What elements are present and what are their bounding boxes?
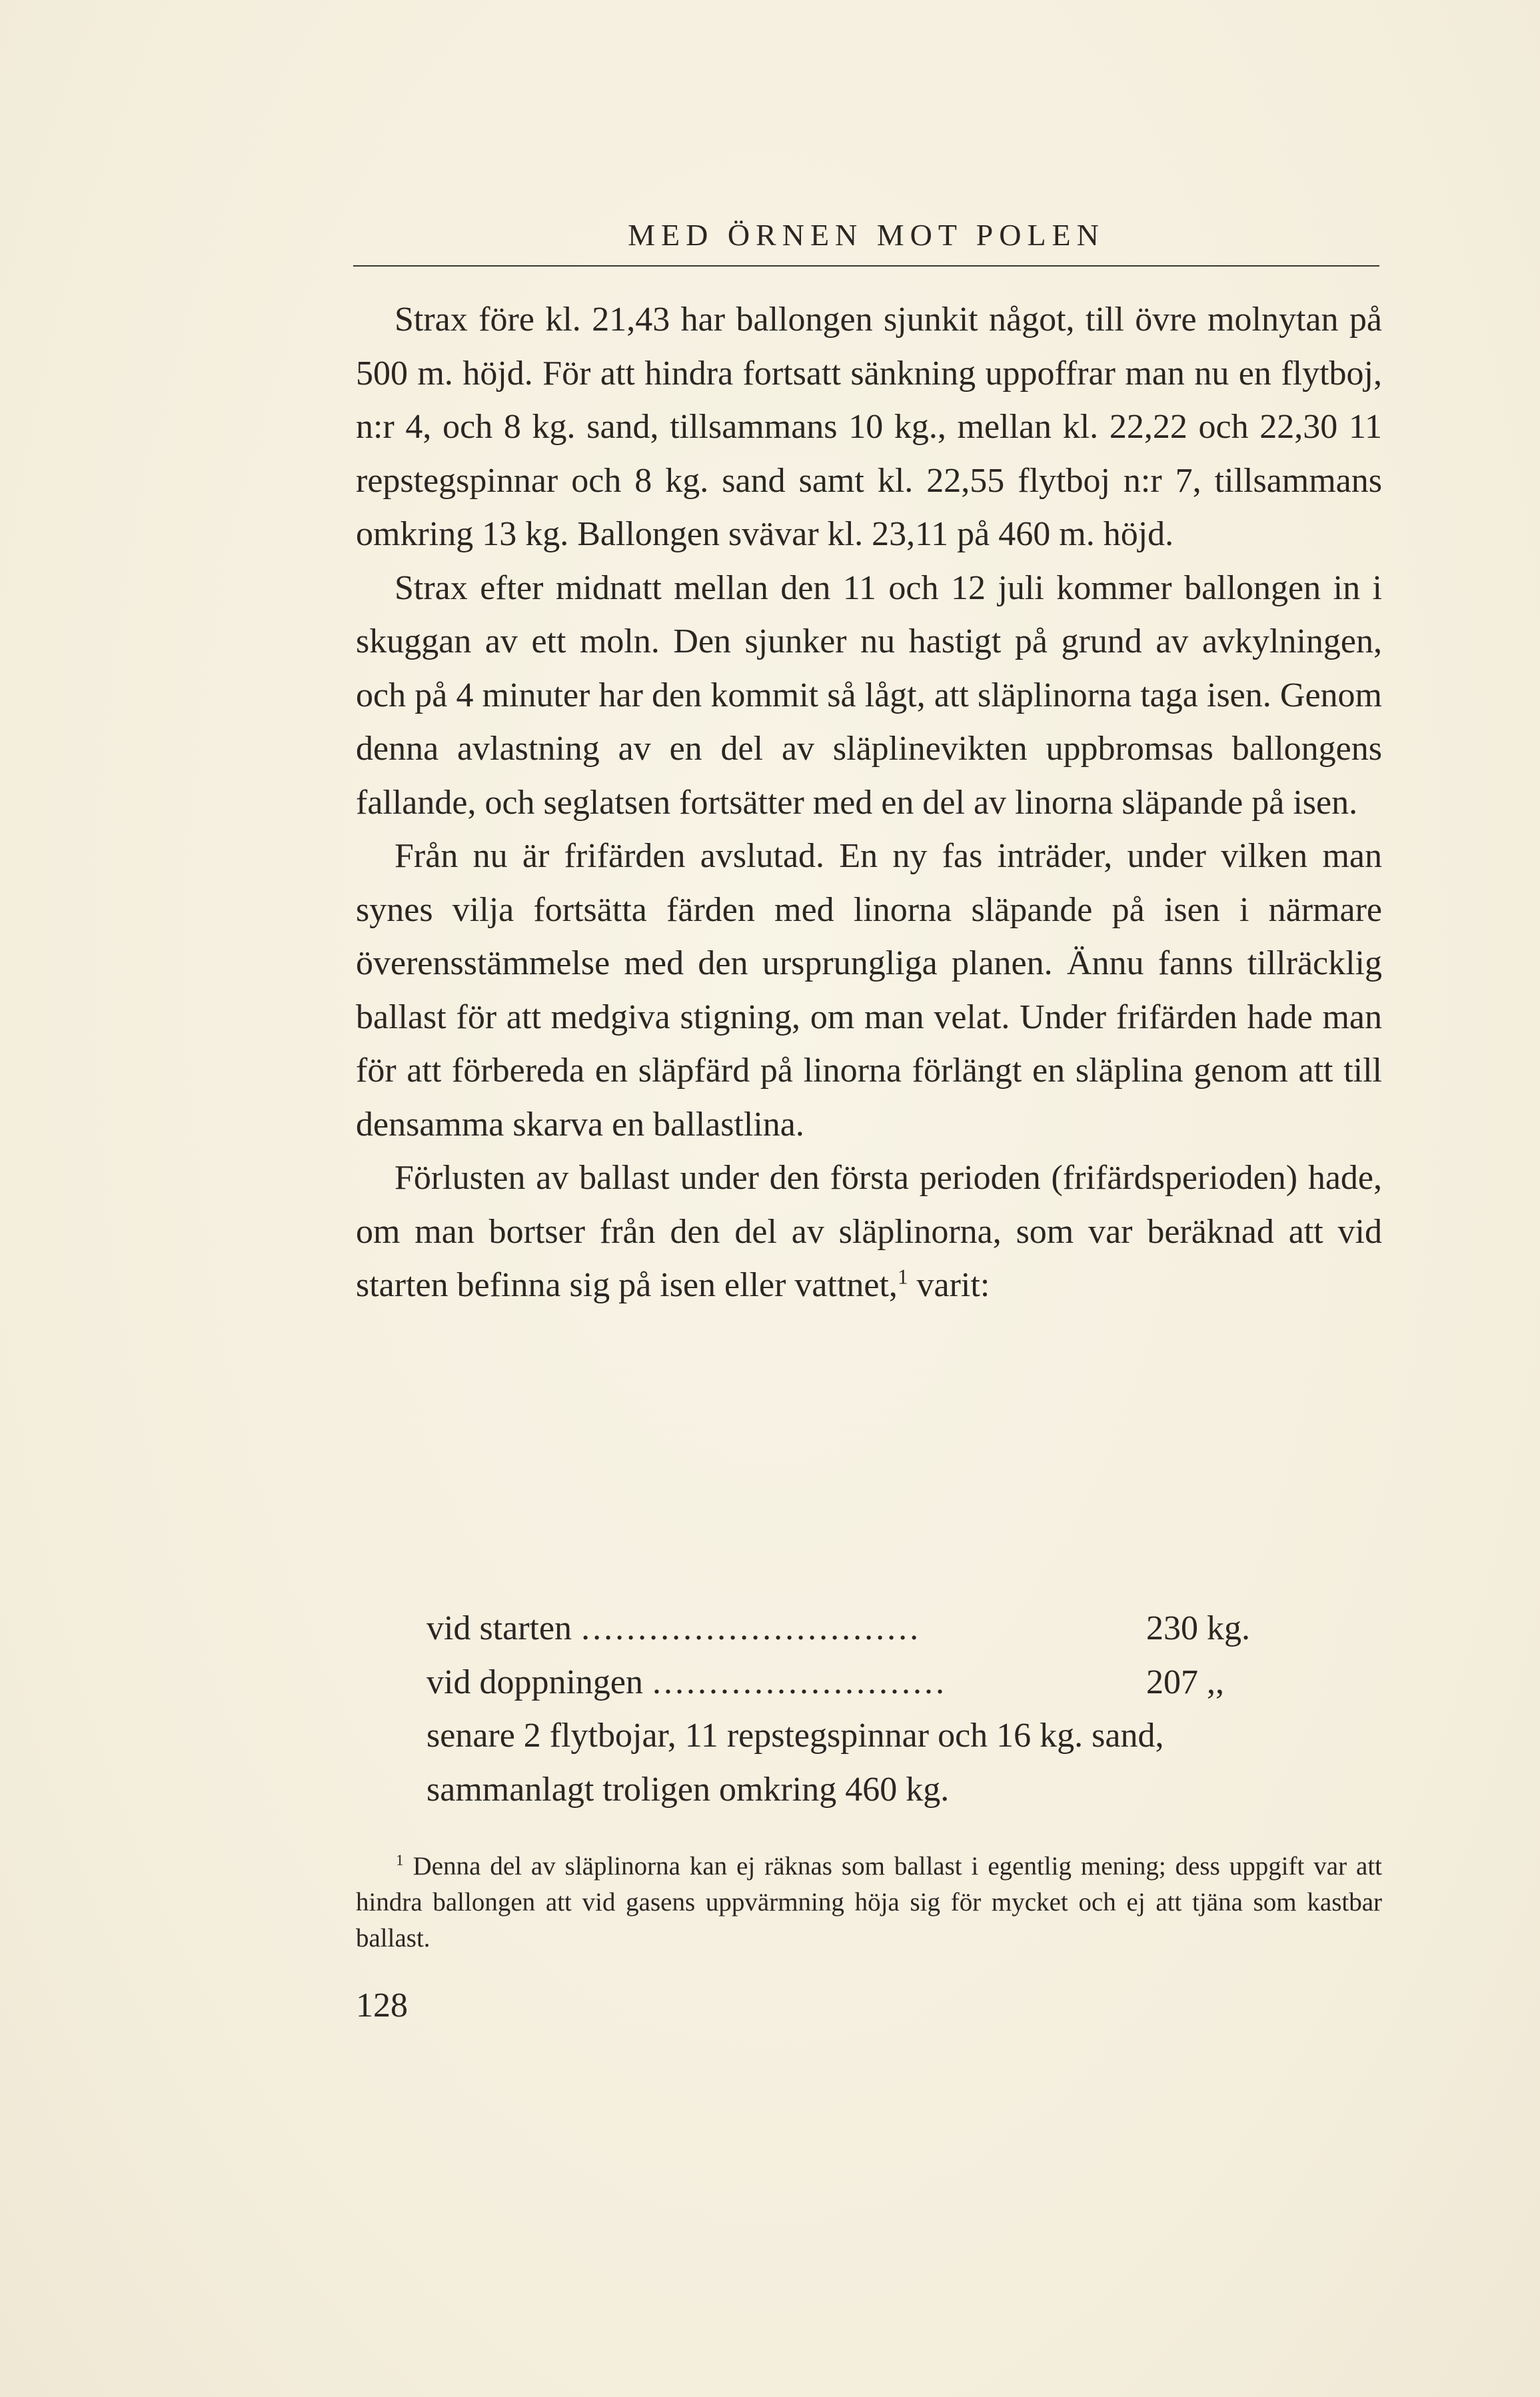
paragraph-1: Strax före kl. 21,43 har ballongen sjunkit något, till övre molnytan på 500 m. höjd. För att hindra fortsatt sänkning uppoffrar man nu en flytboj, n:r 4, och 8 kg. sand, tillsammans 10 kg., mellan kl. 22,22 och 22,30 11 repstegspinnar och 8 kg. sand samt kl. 22,55 flytboj n:r 7, tillsammans omkring 13 kg. Ballongen svävar kl. 23,11 på 460 m. höjd. <box>356 301 1382 553</box>
ballast-line-later: senare 2 flytbojar, 11 repstegspinnar och 16 kg. sand, <box>426 1717 1164 1755</box>
body-text <box>356 293 1382 1313</box>
ballast-row-doppning <box>426 1656 1313 1710</box>
ballast-row-start <box>426 1602 1313 1656</box>
ballast-line-total: sammanlagt troligen omkring 460 kg. <box>426 1770 950 1809</box>
footnote-body: Denna del av släplinorna kan ej räknas som ballast i egentlig mening; dess uppgift var att hindra ballongen att vid gasens uppvärmning höja sig för mycket och ej att tjäna som kastbar ballast. <box>356 1852 1382 1953</box>
dot-leader: .............................. <box>581 1609 922 1647</box>
ballast-label: vid doppningen <box>426 1663 643 1701</box>
paragraph-4 <box>356 1152 1382 1313</box>
page-number: 128 <box>356 1987 408 2024</box>
ballast-value: 207 ,, <box>1146 1663 1224 1701</box>
footnote <box>356 1849 1382 1957</box>
footnote-marker: 1 <box>396 1852 404 1869</box>
footnote-reference: 1 <box>897 1265 908 1289</box>
ballast-value: 230 kg. <box>1146 1609 1250 1647</box>
running-head: MED ÖRNEN MOT POLEN <box>628 218 1105 252</box>
paragraph-4-tail: varit: <box>908 1266 990 1304</box>
ballast-label: vid starten <box>426 1609 572 1647</box>
ballast-list <box>426 1602 1313 1817</box>
paragraph-4-text: Förlusten av ballast under den första perioden (frifärdsperioden) hade, om man bortser från den del av släplinorna, som var beräknad att vid starten befinna sig på isen eller vattnet, <box>356 1159 1382 1304</box>
dot-leader: .......................... <box>652 1663 947 1701</box>
footnote-text <box>356 1849 1382 1957</box>
header-rule <box>353 265 1379 267</box>
paragraph-2: Strax efter midnatt mellan den 11 och 12 juli kommer ballongen in i skuggan av ett moln. Den sjunker nu hastigt på grund av avkylningen, och på 4 minuter har den kommit så lågt, att släplinorna taga isen. Genom denna avlastning av en del av släplinevikten uppbromsas ballongens fallande, och seglatsen fortsätter med en del av linorna släpande på isen. <box>356 568 1382 822</box>
paragraph-3: Från nu är frifärden avslutad. En ny fas inträder, under vilken man synes vilja fortsätta färden med linorna släpande på isen i närmare överensstämmelse med den ursprungliga planen. Ännu fanns tillräcklig ballast för att medgiva stigning, om man velat. Under frifärden hade man för att förbereda en släpfärd på linorna förlängt en släplina genom att till densamma skarva en ballastlina. <box>356 837 1382 1144</box>
